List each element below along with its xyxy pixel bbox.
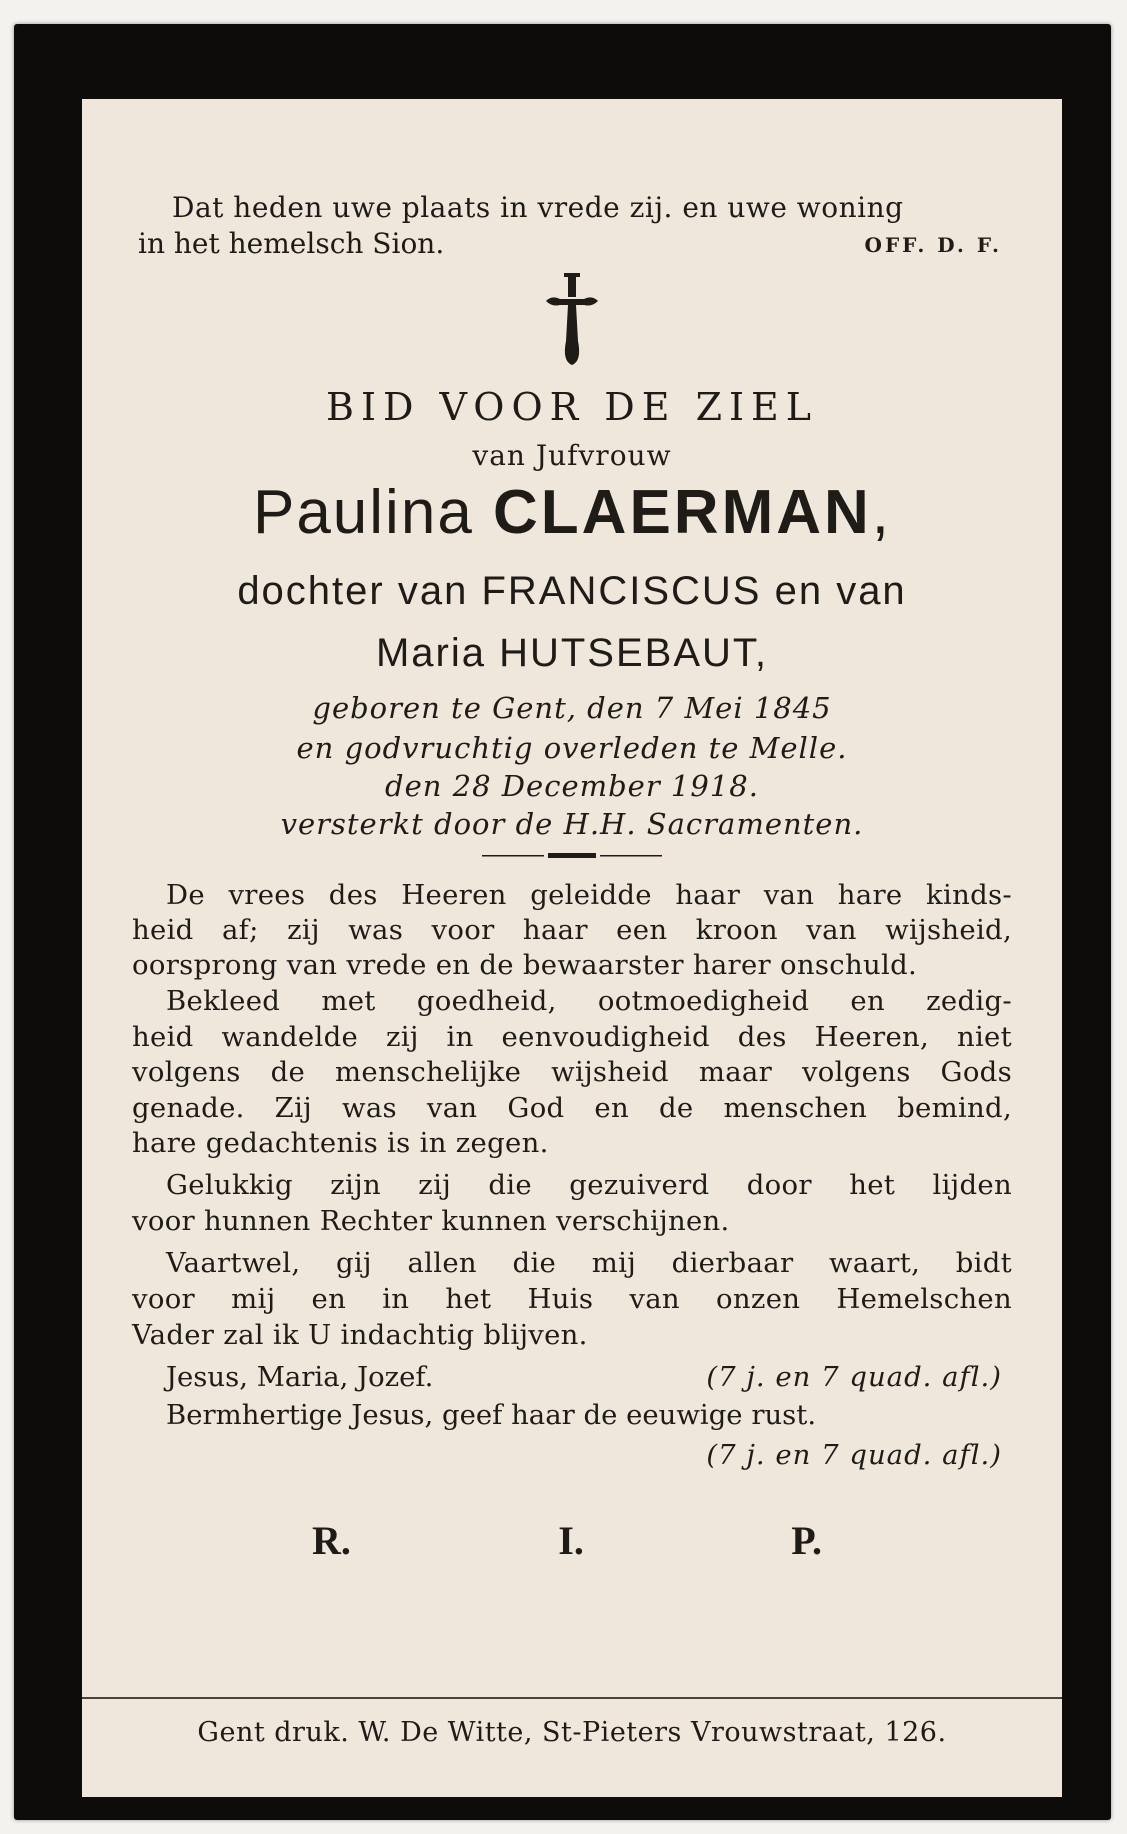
deceased-name <box>82 477 1062 548</box>
title-line: van Jufvrouw <box>472 439 672 472</box>
footer-rule <box>82 1697 1062 1699</box>
death-date-line: den 28 December 1918. <box>385 769 759 803</box>
paragraph-2-line-2: heid wandelde zij in eenvoudigheid des Heeren, niet <box>132 1021 1012 1053</box>
motto-line-2-row <box>138 227 1002 260</box>
indulgence-1: (7 j. en 7 quad. afl.) <box>706 1361 1002 1393</box>
death-line: en godvruchtig overleden te Melle. <box>296 731 848 765</box>
cross-icon <box>82 271 1062 371</box>
surname: CLAERMAN <box>493 478 872 547</box>
given-name: Paulina <box>252 478 474 547</box>
rip-p: P. <box>791 1518 822 1563</box>
paragraph-2-line-5: hare gedachtenis is in zegen. <box>132 1127 549 1159</box>
paragraph-1-line-1: De vrees des Heeren geleidde haar van hare kinds- <box>166 879 1012 911</box>
paragraph-3-line-1: Gelukkig zijn zij die gezuiverd door het lijden <box>166 1169 1012 1201</box>
motto-source: OFF. D. F. <box>864 233 1002 257</box>
divider-ornament <box>82 849 1062 863</box>
sacraments-line: versterkt door de H.H. Sacramenten. <box>280 807 864 841</box>
parents-line-2: Maria HUTSEBAUT, <box>375 631 769 675</box>
motto-line-1: Dat heden uwe plaats in vrede zij. en uwe woning <box>172 191 904 224</box>
rip-row <box>312 1517 822 1564</box>
paragraph-4-line-3: Vader zal ik U indachtig blijven. <box>132 1319 588 1351</box>
paragraph-3-line-2: voor hunnen Rechter kunnen verschijnen. <box>132 1205 730 1237</box>
ejaculation-1-row <box>166 1361 1002 1393</box>
paragraph-4-line-1: Vaartwel, gij allen die mij dierbaar waart, bidt <box>166 1247 1012 1279</box>
printer-imprint: Gent druk. W. De Witte, St-Pieters Vrouwstraat, 126. <box>197 1717 947 1748</box>
ejaculation-1: Jesus, Maria, Jozef. <box>166 1361 434 1393</box>
mourning-card-paper <box>82 99 1062 1797</box>
paragraph-2-line-1: Bekleed met goedheid, ootmoedigheid en zedig- <box>166 985 1012 1017</box>
prayer-heading: BID VOOR DE ZIEL <box>326 385 818 429</box>
parents-line-1: dochter van FRANCISCUS en van <box>237 569 907 613</box>
paragraph-1-line-2: heid af; zij was voor haar een kroon van wijsheid, <box>132 914 1012 946</box>
mourning-card-border <box>14 24 1111 1820</box>
paragraph-4-line-2: voor mij en in het Huis van onzen Hemelschen <box>132 1283 1012 1315</box>
ejaculation-2: Bermhertige Jesus, geef haar de eeuwige rust. <box>166 1399 817 1431</box>
rip-i: I. <box>558 1518 584 1563</box>
paragraph-2-line-3: volgens de menschelijke wijsheid maar volgens Gods <box>132 1056 1012 1088</box>
paragraph-2-line-4: genade. Zij was van God en de menschen bemind, <box>132 1092 1012 1124</box>
name-suffix: , <box>871 478 892 547</box>
rip-r: R. <box>312 1518 351 1563</box>
indulgence-2: (7 j. en 7 quad. afl.) <box>706 1439 1002 1471</box>
birth-line: geboren te Gent, den 7 Mei 1845 <box>312 691 832 725</box>
paragraph-1-line-3: oorsprong van vrede en de bewaarster harer onschuld. <box>132 949 918 981</box>
motto-line-2: in het hemelsch Sion. <box>138 227 445 260</box>
